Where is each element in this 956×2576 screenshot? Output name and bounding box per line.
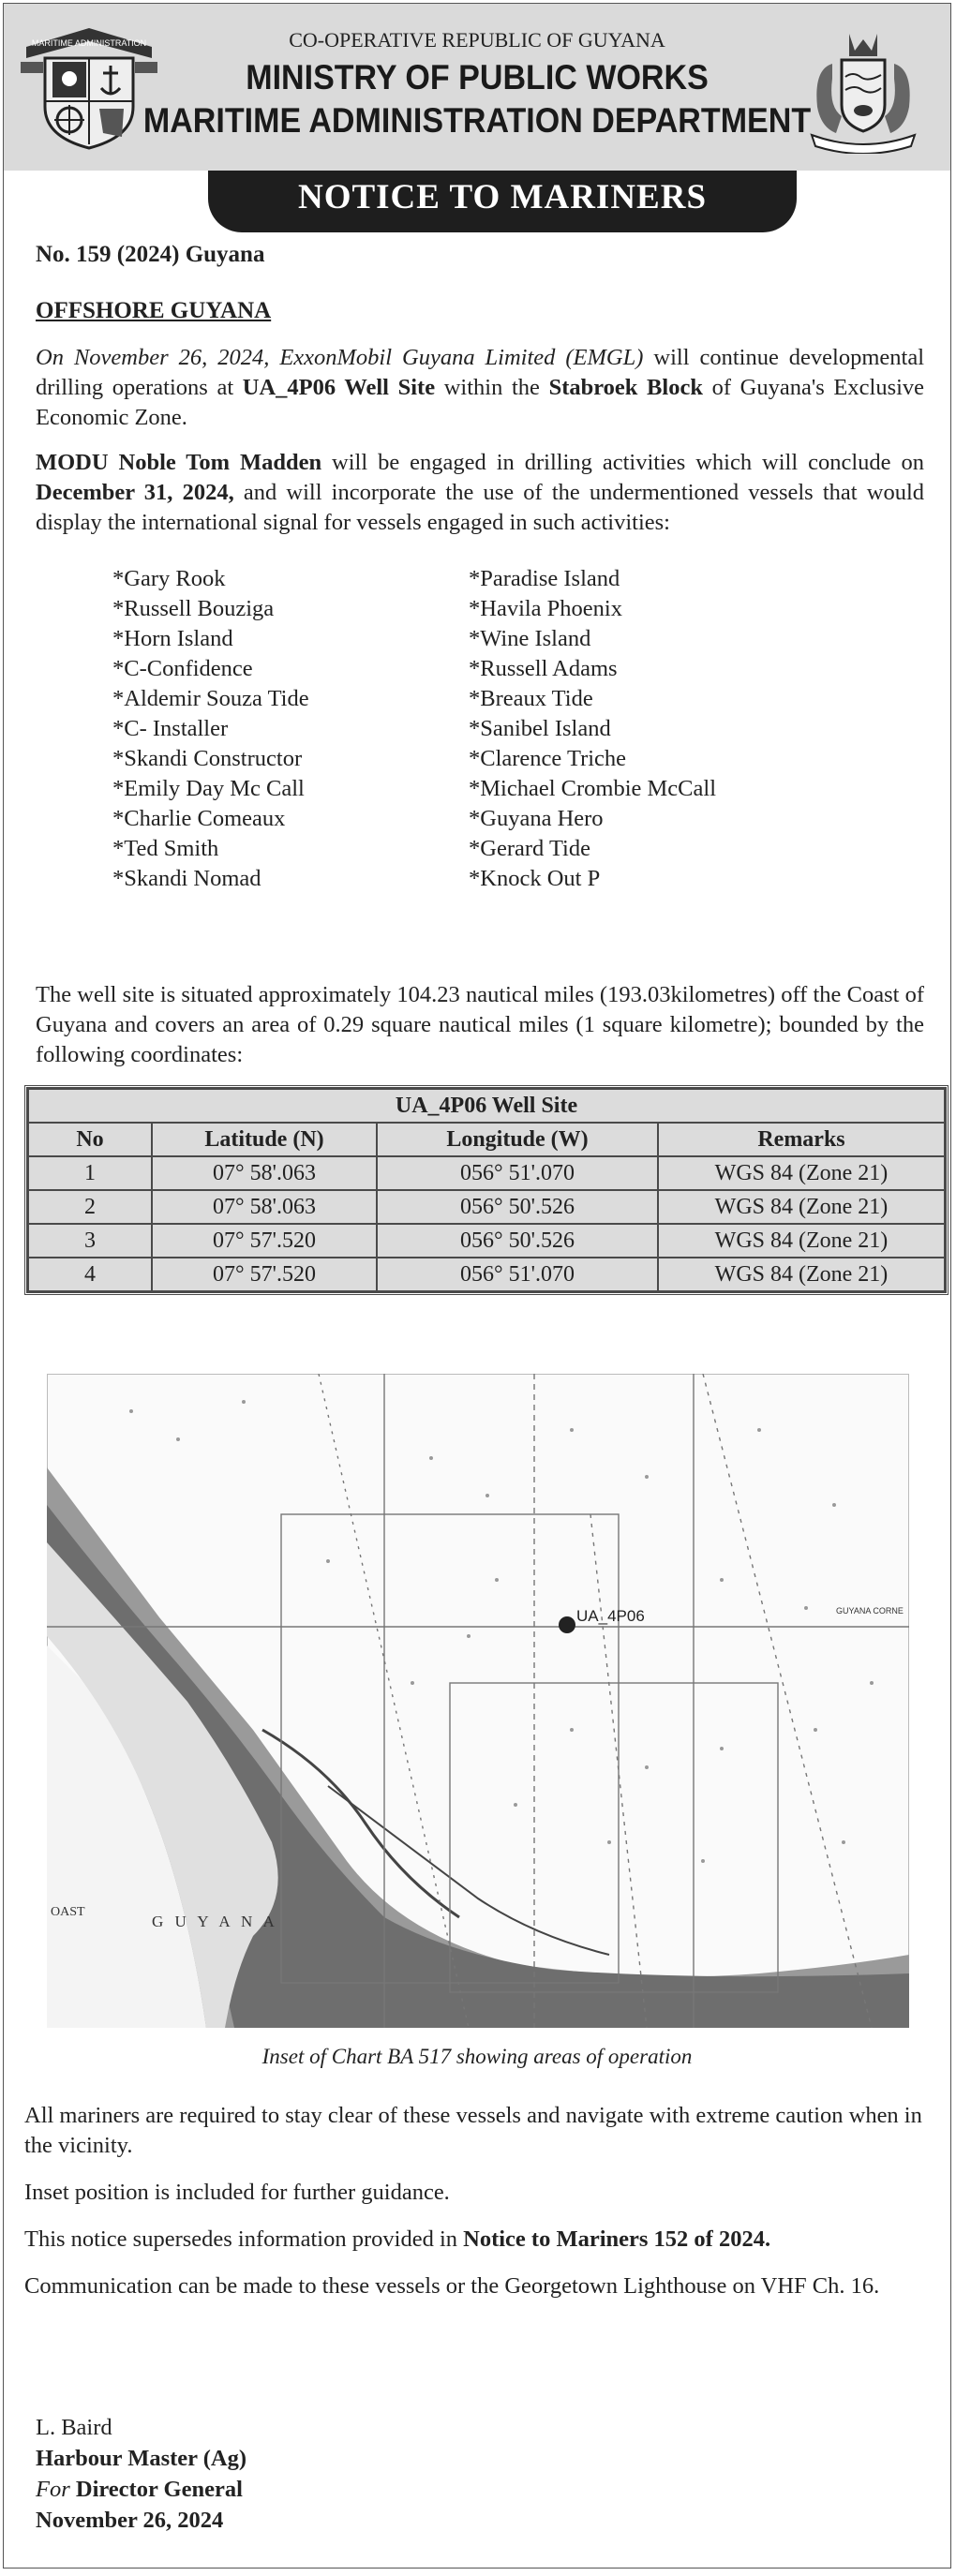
for-word: For: [36, 2477, 70, 2502]
end-date: December 31, 2024,: [36, 480, 234, 505]
table-cell: 056° 51'.070: [377, 1258, 658, 1291]
para1-text-a: will continue developmental drilling operations at: [36, 345, 925, 400]
list-item: * Havila Phoenix: [469, 594, 825, 624]
section-heading: OFFSHORE GUYANA: [36, 298, 272, 323]
coordinates-table: [27, 1088, 946, 1292]
para2-text-a: will be engaged in drilling activities which will conclude on: [332, 450, 924, 475]
notice-body: [36, 242, 924, 1295]
column-header: Longitude (W): [377, 1123, 658, 1156]
list-item: * Horn Island: [112, 624, 469, 654]
list-item: * Gerard Tide: [469, 834, 825, 864]
block-name: Stabroek Block: [548, 375, 703, 400]
table-cell: WGS 84 (Zone 21): [658, 1190, 945, 1224]
notice-title-banner: NOTICE TO MARINERS: [208, 171, 797, 232]
table-cell: 07° 57'.520: [152, 1224, 377, 1258]
well-site-marker: [559, 1616, 575, 1633]
well-site-paragraph: The well site is situated approximately 104.23 nautical miles (193.03kilometres) off the Coast of Guyana and covers an area of 0.29 square nautical miles (1 square kilometre); bounded by the following coordinates:: [36, 982, 924, 1067]
list-item: * Emily Day Mc Call: [112, 774, 469, 804]
list-item: * Michael Crombie McCall: [469, 774, 825, 804]
ministry-name: MINISTRY OF PUBLIC WORKS: [246, 58, 709, 97]
operation-date: November 26, 2024,: [73, 345, 270, 370]
director-title: Director General: [75, 2477, 243, 2502]
table-cell: 4: [28, 1258, 152, 1291]
table-row: [28, 1190, 945, 1224]
vessel-column-left: [112, 564, 469, 894]
table-cell: WGS 84 (Zone 21): [658, 1224, 945, 1258]
column-header: Remarks: [658, 1123, 945, 1156]
guidance-paragraph: Inset position is included for further guidance.: [24, 2180, 450, 2205]
table-row: [28, 1258, 945, 1291]
guyana-corner-label: GUYANA CORNE: [836, 1606, 904, 1616]
list-item: * Sanibel Island: [469, 714, 825, 744]
notice-page: [3, 3, 951, 2569]
table-cell: 07° 57'.520: [152, 1258, 377, 1291]
para-on: On: [36, 345, 64, 370]
coast-label: OAST: [51, 1905, 85, 1919]
nautical-chart-inset: [47, 1374, 909, 2028]
well-site-label: UA_4P06: [576, 1607, 645, 1625]
para1-text-b: within the: [443, 375, 540, 400]
supersedes-paragraph: [24, 2225, 922, 2255]
table-cell: 07° 58'.063: [152, 1156, 377, 1190]
table-cell: 056° 50'.526: [377, 1190, 658, 1224]
table-cell: 2: [28, 1190, 152, 1224]
table-cell: 056° 51'.070: [377, 1156, 658, 1190]
guyana-coat-of-arms: [795, 22, 932, 154]
list-item: * Russell Bouziga: [112, 594, 469, 624]
operations-paragraph: [36, 343, 924, 433]
list-item: * Knock Out P: [469, 864, 825, 894]
signatory-name: L. Baird: [36, 2415, 112, 2440]
country-label: G U Y A N A: [152, 1913, 278, 1930]
list-item: * Wine Island: [469, 624, 825, 654]
vessel-list: [112, 564, 924, 894]
list-item: * Skandi Nomad: [112, 864, 469, 894]
column-header: No: [28, 1123, 152, 1156]
table-row: [28, 1224, 945, 1258]
list-item: * Clarence Triche: [469, 744, 825, 774]
signature-date: November 26, 2024: [36, 2508, 224, 2533]
logo-banner-text: MARITIME ADMINISTRATION: [31, 38, 147, 48]
para2-text-b: and will incorporate the use of the undermentioned vessels that would display the international signal for vessels engaged in such activities:: [36, 480, 924, 535]
table-cell: 056° 50'.526: [377, 1224, 658, 1258]
list-item: * Russell Adams: [469, 654, 825, 684]
column-header: Latitude (N): [152, 1123, 377, 1156]
table-cell: 07° 58'.063: [152, 1190, 377, 1224]
para1-text-c: of Guyana's Exclusive Economic Zone.: [36, 375, 925, 430]
department-name: MARITIME ADMINISTRATION DEPARTMENT: [142, 101, 812, 140]
signatory-for-line: [36, 2474, 246, 2505]
list-item: * Gary Rook: [112, 564, 469, 594]
superseded-notice-ref: Notice to Mariners 152 of 2024.: [463, 2226, 771, 2252]
signature-block: [36, 2412, 246, 2536]
well-site-name: UA_4P06 Well Site: [242, 375, 436, 400]
table-cell: WGS 84 (Zone 21): [658, 1156, 945, 1190]
closing-section: [24, 2101, 922, 2318]
map-caption: Inset of Chart BA 517 showing areas of operation: [261, 2045, 693, 2068]
table-title: UA_4P06 Well Site: [28, 1089, 945, 1123]
communication-paragraph: Communication can be made to these vessels or the Georgetown Lighthouse on VHF Ch. 16.: [24, 2273, 880, 2299]
notice-number: No. 159 (2024) Guyana: [36, 242, 265, 267]
republic-name: CO-OPERATIVE REPUBLIC OF GUYANA: [289, 28, 665, 52]
table-row: [28, 1156, 945, 1190]
list-item: * Paradise Island: [469, 564, 825, 594]
list-item: * Ted Smith: [112, 834, 469, 864]
supersedes-text: This notice supersedes information provided in: [24, 2226, 457, 2252]
coordinates-table-frame: [24, 1085, 949, 1295]
vessel-intro-paragraph: [36, 448, 924, 538]
list-item: * Skandi Constructor: [112, 744, 469, 774]
list-item: * C-Confidence: [112, 654, 469, 684]
list-item: * C- Installer: [112, 714, 469, 744]
list-item: * Guyana Hero: [469, 804, 825, 834]
rig-name: MODU Noble Tom Madden: [36, 450, 322, 475]
list-item: * Breaux Tide: [469, 684, 825, 714]
list-item: * Charlie Comeaux: [112, 804, 469, 834]
letterhead: [4, 4, 950, 171]
table-cell: WGS 84 (Zone 21): [658, 1258, 945, 1291]
company-name: ExxonMobil Guyana Limited (EMGL): [279, 345, 644, 370]
table-cell: 3: [28, 1224, 152, 1258]
list-item: * Aldemir Souza Tide: [112, 684, 469, 714]
vessel-column-right: [469, 564, 825, 894]
table-cell: 1: [28, 1156, 152, 1190]
caution-paragraph: All mariners are required to stay clear of these vessels and navigate with extreme caution when in the vicinity.: [24, 2103, 922, 2158]
signatory-title: Harbour Master (Ag): [36, 2446, 246, 2471]
